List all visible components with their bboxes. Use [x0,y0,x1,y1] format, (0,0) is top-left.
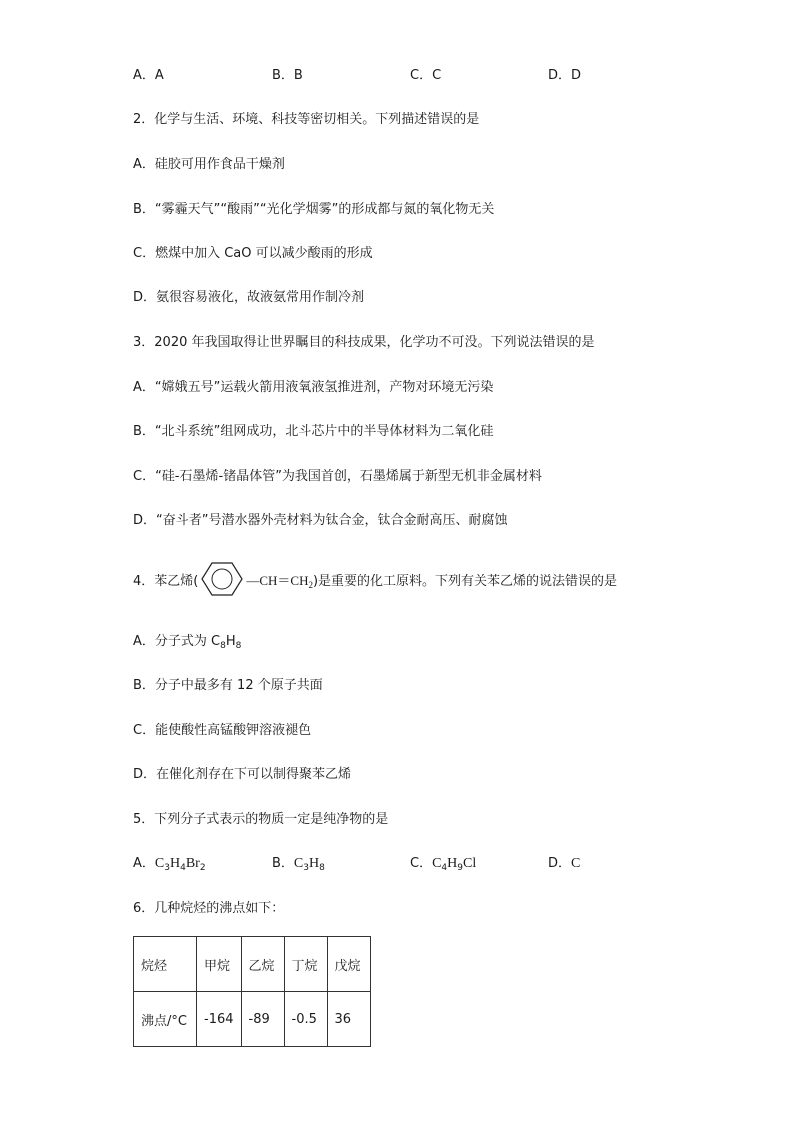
q1-option-b: B．B [272,68,303,83]
q4-option-a-sub1: 8 [220,641,226,651]
q5-option-a-lead: A． [133,856,155,871]
table-header-row [134,937,371,992]
q3-option-a: A．“嫦娥五号”运载火箭用液氧液氢推进剂，产物对环境无污染 [133,380,494,395]
q4-option-a-label: A．分子式为 C [133,634,221,649]
q3-option-b: B．“北斗系统”组网成功，北斗芯片中的半导体材料为二氧化硅 [133,424,494,439]
table-cell: 36 [327,992,370,1047]
q5-a-c: C [154,856,165,871]
q5-c-sub1: 4 [441,863,448,873]
q2-option-b: B．“雾霾天气”“酸雨”“光化学烟雾”的形成都与氮的氧化物无关 [133,202,495,217]
q5-option-a [133,855,206,873]
table-cell: -89 [241,992,284,1047]
q5-c-sub2: 9 [457,863,464,873]
q1-option-c: C．C [410,68,442,83]
q4-stem-prefix: 4．苯乙烯( [133,573,199,589]
table-header-cell: 丁烷 [284,937,327,992]
table-header-cell: 乙烷 [241,937,284,992]
q5-option-c [410,855,476,873]
table-header-cell: 甲烷 [197,937,242,992]
q5-b-sub1: 3 [303,863,309,873]
table-cell: 沸点/°C [134,992,197,1047]
q4-option-a-sub2: 8 [235,641,242,651]
q5-option-d [548,855,580,873]
q4-vinyl-formula [246,570,313,589]
q1-option-d: D．D [548,68,582,83]
q3-option-c: C．“硅-石墨烯-锗晶体管”为我国首创，石墨烯属于新型无机非金属材料 [133,469,542,484]
table-cell: -0.5 [284,992,327,1047]
q5-option-c-lead: C． [410,856,433,871]
q4-option-a [133,633,241,651]
q5-b-h: H [309,856,320,871]
q2-option-d: D．氨很容易液化，故液氨常用作制冷剂 [133,290,365,305]
q4-option-b: B．分子中最多有 12 个原子共面 [133,678,323,693]
q4-vinyl-sub: 2 [308,579,313,590]
q3-option-d: D．“奋斗者”号潜水器外壳材料为钛合金，钛合金耐高压、耐腐蚀 [133,513,508,528]
q4-stem-suffix: )是重要的化工原料。下列有关苯乙烯的说法错误的是 [312,573,618,589]
q2-stem: 2．化学与生活、环境、科技等密切相关。下列描述错误的是 [133,112,480,127]
q5-stem: 5．下列分子式表示的物质一定是纯净物的是 [133,812,389,827]
q5-a-sub2: 4 [180,863,186,873]
q5-a-sub1: 3 [164,863,170,873]
table-row [134,992,371,1047]
q5-a-sub3: 2 [199,863,206,873]
table-header-cell: 戊烷 [327,937,370,992]
q2-option-c: C．燃煤中加入 CaO 可以减少酸雨的形成 [133,246,373,261]
q5-c-c: C [432,856,442,871]
table-header-cell: 烷烃 [134,937,197,992]
q5-a-br: Br [185,856,200,871]
q6-stem: 6．几种烷烃的沸点如下： [133,901,285,916]
q5-b-c: C [293,856,304,871]
q5-c-h: H [447,856,458,871]
q5-b-sub2: 8 [319,863,325,873]
q5-a-h: H [169,856,181,871]
q5-option-b [272,855,325,873]
q5-option-d-lead: D． [548,856,572,871]
q4-option-a-h: H [225,634,236,649]
q3-stem: 3．2020 年我国取得让世界瞩目的科技成果，化学功不可没。下列说法错误的是 [133,335,595,350]
q4-vinyl-text: —CH＝CH [246,572,309,588]
q4-stem [133,561,617,597]
q4-option-d: D．在催化剂存在下可以制得聚苯乙烯 [133,767,352,782]
q2-option-a: A．硅胶可用作食品干燥剂 [133,157,285,172]
boiling-point-table [133,936,371,1047]
table-cell: -164 [197,992,242,1047]
q4-option-c: C．能使酸性高锰酸钾溶液褪色 [133,723,312,738]
q5-c-cl: Cl [463,856,477,871]
q5-d-c: C [571,856,581,871]
q5-option-b-lead: B． [272,856,294,871]
benzene-ring-icon [198,561,246,597]
q1-option-a: A．A [133,68,164,83]
